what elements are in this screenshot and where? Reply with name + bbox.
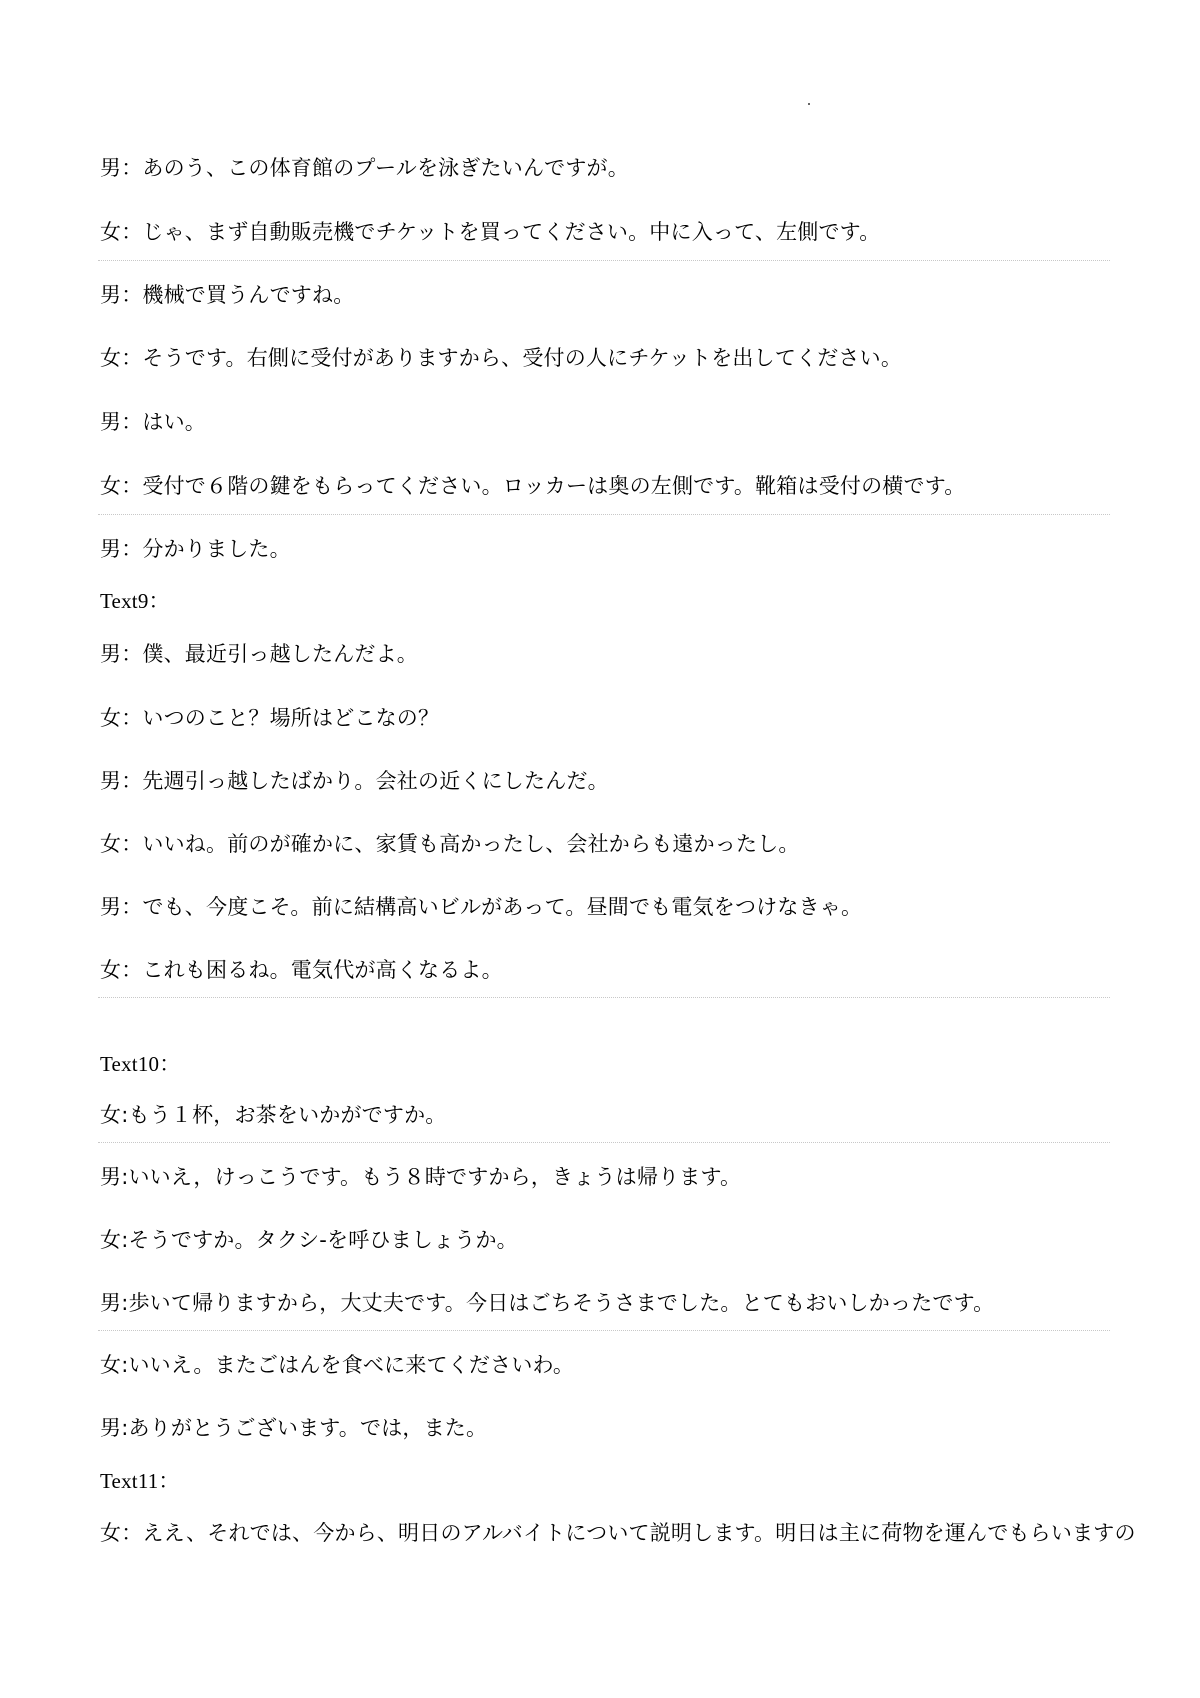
- dialogue-line: 女：そうです。右側に受付がありますから、受付の人にチケットを出してください。: [100, 346, 903, 370]
- dialogue-line: 女:いいえ。またごはんを食べに来てくださいわ。: [100, 1353, 575, 1377]
- dialogue-line: 女:もう１杯，お茶をいかがですか。: [100, 1103, 447, 1127]
- dialogue-line: 男：機械で買うんですね。: [100, 283, 355, 307]
- dialogue-line: 男:いいえ，けっこうです。もう８時ですから，きょうは帰ります。: [100, 1165, 742, 1189]
- dialogue-line: 男：はい。: [100, 410, 206, 434]
- dialogue-line: 男：でも、今度こそ。前に結構高いビルがあって。昼間でも電気をつけなきゃ。: [100, 895, 863, 919]
- section-heading-text10: Text10：: [100, 1052, 181, 1076]
- dotted-separator: [98, 1330, 1110, 1331]
- scan-speck: [808, 103, 810, 105]
- dialogue-line: 女：いつのこと？場所はどこなの？: [100, 706, 440, 730]
- dialogue-line: 男：あのう、この体育館のプールを泳ぎたいんですが。: [100, 156, 629, 180]
- dialogue-line: 女：いいね。前のが確かに、家賃も高かったし、会社からも遠かったし。: [100, 832, 800, 856]
- dialogue-line: 男：僕、最近引っ越したんだよ。: [100, 642, 418, 666]
- dialogue-line: 男:ありがとうございます。では，また。: [100, 1416, 488, 1440]
- dialogue-line: 男：先週引っ越したばかり。会社の近くにしたんだ。: [100, 769, 609, 793]
- dialogue-line: 女：これも困るね。電気代が高くなるよ。: [100, 958, 503, 982]
- dialogue-line: 男:歩いて帰りますから，大丈夫です。今日はごちそうさまでした。とてもおいしかったです。: [100, 1291, 995, 1315]
- section-heading-text9: Text9：: [100, 589, 170, 613]
- dotted-separator: [98, 514, 1110, 515]
- dialogue-line: 女：ええ、それでは、今から、明日のアルバイトについて説明します。明日は主に荷物を運んでもらいますの: [100, 1521, 1136, 1545]
- dialogue-line: 男：分かりました。: [100, 537, 291, 561]
- section-heading-text11: Text11：: [100, 1469, 180, 1493]
- dialogue-line: 女：受付で６階の鍵をもらってください。ロッカーは奥の左側です。靴箱は受付の横です。: [100, 474, 966, 498]
- dotted-separator: [98, 260, 1110, 261]
- dialogue-line: 女:そうですか。タクシ-を呼ひましょうか。: [100, 1228, 518, 1252]
- dialogue-line: 女：じゃ、まず自動販売機でチケットを買ってください。中に入って、左側です。: [100, 220, 881, 244]
- dotted-separator: [98, 997, 1110, 998]
- dotted-separator: [98, 1142, 1110, 1143]
